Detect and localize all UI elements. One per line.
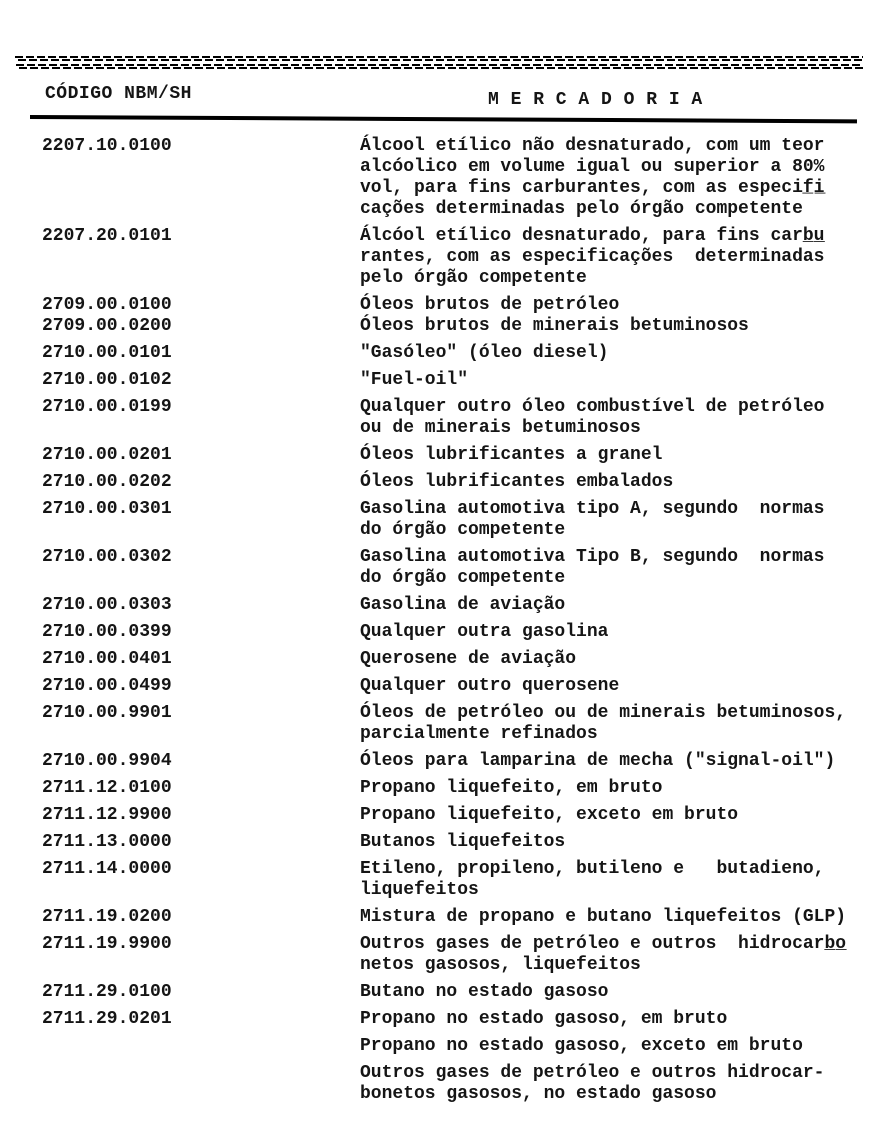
description-line: Propano no estado gasoso, exceto em bruto	[360, 1036, 803, 1056]
description-cell	[360, 370, 881, 391]
code-cell: 2710.00.0199	[42, 397, 172, 417]
table-row	[42, 703, 881, 745]
description-cell	[360, 316, 881, 337]
code-cell: 2207.20.0101	[42, 226, 172, 246]
table-row	[42, 832, 881, 853]
description-line: Gasolina automotiva tipo A, segundo normas	[360, 499, 825, 519]
description-line: Qualquer outro querosene	[360, 676, 620, 696]
code-cell: 2711.29.0201	[42, 1009, 172, 1029]
description-cell	[360, 676, 881, 697]
description-line: Querosene de aviação	[360, 649, 577, 669]
description-cell	[360, 343, 881, 364]
code-cell: 2710.00.0399	[42, 622, 172, 642]
description-cell	[360, 778, 881, 799]
code-cell: 2710.00.0303	[42, 595, 172, 615]
table-row	[42, 778, 881, 799]
table-row	[42, 859, 881, 901]
table-header	[0, 83, 881, 110]
code-cell: 2710.00.0202	[42, 472, 172, 492]
description-cell	[360, 499, 881, 541]
description-line: liquefeitos	[360, 880, 479, 900]
table-row	[42, 1036, 881, 1057]
code-cell: 2711.29.0100	[42, 982, 172, 1002]
description-cell	[360, 445, 881, 466]
description-line: "Gasóleo" (óleo diesel)	[360, 343, 609, 363]
description-line: pelo órgão competente	[360, 268, 587, 288]
description-line: "Fuel-oil"	[360, 370, 469, 390]
code-cell	[42, 1036, 360, 1057]
description-line: Óleos de petróleo ou de minerais betuminosos,	[360, 703, 847, 723]
table-row	[42, 547, 881, 589]
description-cell	[360, 832, 881, 853]
description-cell	[360, 751, 881, 772]
column-header-codigo: CÓDIGO NBM/SH	[45, 84, 192, 104]
description-line: Óleos para lamparina de mecha ("signal-oil")	[360, 751, 836, 771]
description-line: Butanos liquefeitos	[360, 832, 566, 852]
description-cell	[360, 934, 881, 976]
description-cell	[360, 805, 881, 826]
table-row	[42, 982, 881, 1003]
description-line: alcóolico em volume igual ou superior a 80%	[360, 157, 825, 177]
description-line: Qualquer outro óleo combustível de petróleo	[360, 397, 825, 417]
table-row	[42, 397, 881, 439]
code-cell: 2709.00.0200	[42, 316, 172, 336]
description-cell	[360, 472, 881, 493]
table-row	[42, 343, 881, 364]
table-row	[42, 1009, 881, 1030]
code-cell: 2207.10.0100	[42, 136, 172, 156]
description-line: Óleos lubrificantes embalados	[360, 472, 674, 492]
table-row	[42, 934, 881, 976]
code-cell: 2711.12.9900	[42, 805, 172, 825]
description-line: Gasolina automotiva Tipo B, segundo normas	[360, 547, 825, 567]
description-cell	[360, 1036, 881, 1057]
table-row	[42, 622, 881, 643]
description-line: Propano liquefeito, em bruto	[360, 778, 663, 798]
code-cell: 2711.19.9900	[42, 934, 172, 954]
description-line: Gasolina de aviação	[360, 595, 566, 615]
description-line: Butano no estado gasoso	[360, 982, 609, 1002]
description-cell	[360, 649, 881, 670]
table-row	[42, 595, 881, 616]
description-cell	[360, 397, 881, 439]
table-row	[42, 907, 881, 928]
table-row	[42, 1063, 881, 1105]
description-cell	[360, 703, 881, 745]
code-cell: 2710.00.0302	[42, 547, 172, 567]
description-line: do órgão competente	[360, 520, 566, 540]
code-cell: 2711.14.0000	[42, 859, 172, 879]
description-cell	[360, 295, 881, 316]
description-cell	[360, 622, 881, 643]
description-cell	[360, 982, 881, 1003]
description-line: Outros gases de petróleo e outros hidrocarb̲o̲	[360, 934, 847, 954]
table-row	[42, 445, 881, 466]
code-cell: 2711.12.0100	[42, 778, 172, 798]
description-line: parcialmente refinados	[360, 724, 598, 744]
code-cell: 2710.00.0201	[42, 445, 172, 465]
description-line: netos gasosos, liquefeitos	[360, 955, 641, 975]
description-cell	[360, 859, 881, 901]
code-cell: 2711.19.0200	[42, 907, 172, 927]
column-header-mercadoria: M E R C A D O R I A	[488, 90, 703, 110]
header-underline-rule	[30, 115, 857, 123]
table-row	[42, 676, 881, 697]
code-cell: 2710.00.0101	[42, 343, 172, 363]
description-line: do órgão competente	[360, 568, 566, 588]
table-row	[42, 472, 881, 493]
code-cell: 2710.00.9904	[42, 751, 172, 771]
description-line: Qualquer outra gasolina	[360, 622, 609, 642]
code-cell: 2711.13.0000	[42, 832, 172, 852]
table-row	[42, 370, 881, 391]
code-cell: 2710.00.0102	[42, 370, 172, 390]
table-row	[42, 226, 881, 289]
description-cell	[360, 547, 881, 589]
table-row	[42, 136, 881, 220]
description-line: cações determinadas pelo órgão competente	[360, 199, 803, 219]
description-line: Óleos brutos de petróleo	[360, 295, 620, 315]
description-line: ou de minerais betuminosos	[360, 418, 641, 438]
code-cell	[42, 1063, 360, 1105]
code-cell: 2709.00.0100	[42, 295, 172, 315]
description-line: bonetos gasosos, no estado gasoso	[360, 1084, 717, 1104]
table-row	[42, 316, 881, 337]
description-line: Mistura de propano e butano liquefeitos (GLP)	[360, 907, 847, 927]
code-cell: 2710.00.9901	[42, 703, 172, 723]
table-row	[42, 751, 881, 772]
code-cell: 2710.00.0301	[42, 499, 172, 519]
description-line: Etileno, propileno, butileno e butadieno,	[360, 859, 825, 879]
description-cell	[360, 1063, 881, 1105]
description-cell	[360, 1009, 881, 1030]
code-cell: 2710.00.0499	[42, 676, 172, 696]
description-line: Álcool etílico não desnaturado, com um teor	[360, 136, 825, 156]
description-line: Óleos brutos de minerais betuminosos	[360, 316, 749, 336]
double-equals-rule	[15, 55, 863, 69]
table-row	[42, 649, 881, 670]
description-line: vol, para fins carburantes, com as especif̲i̲	[360, 178, 825, 198]
table-row	[42, 499, 881, 541]
description-cell	[360, 136, 881, 220]
description-cell	[360, 907, 881, 928]
description-line: Óleos lubrificantes a granel	[360, 445, 663, 465]
table-row	[42, 295, 881, 316]
table-row	[42, 805, 881, 826]
description-cell	[360, 595, 881, 616]
code-table	[0, 136, 881, 1105]
description-line: rantes, com as especificações determinadas	[360, 247, 825, 267]
description-line: Propano no estado gasoso, em bruto	[360, 1009, 728, 1029]
description-line: Propano liquefeito, exceto em bruto	[360, 805, 739, 825]
description-line: Outros gases de petróleo e outros hidrocar-	[360, 1063, 825, 1083]
code-cell: 2710.00.0401	[42, 649, 172, 669]
description-line: Álcóol etílico desnaturado, para fins carb̲u̲	[360, 226, 825, 246]
description-cell	[360, 226, 881, 289]
